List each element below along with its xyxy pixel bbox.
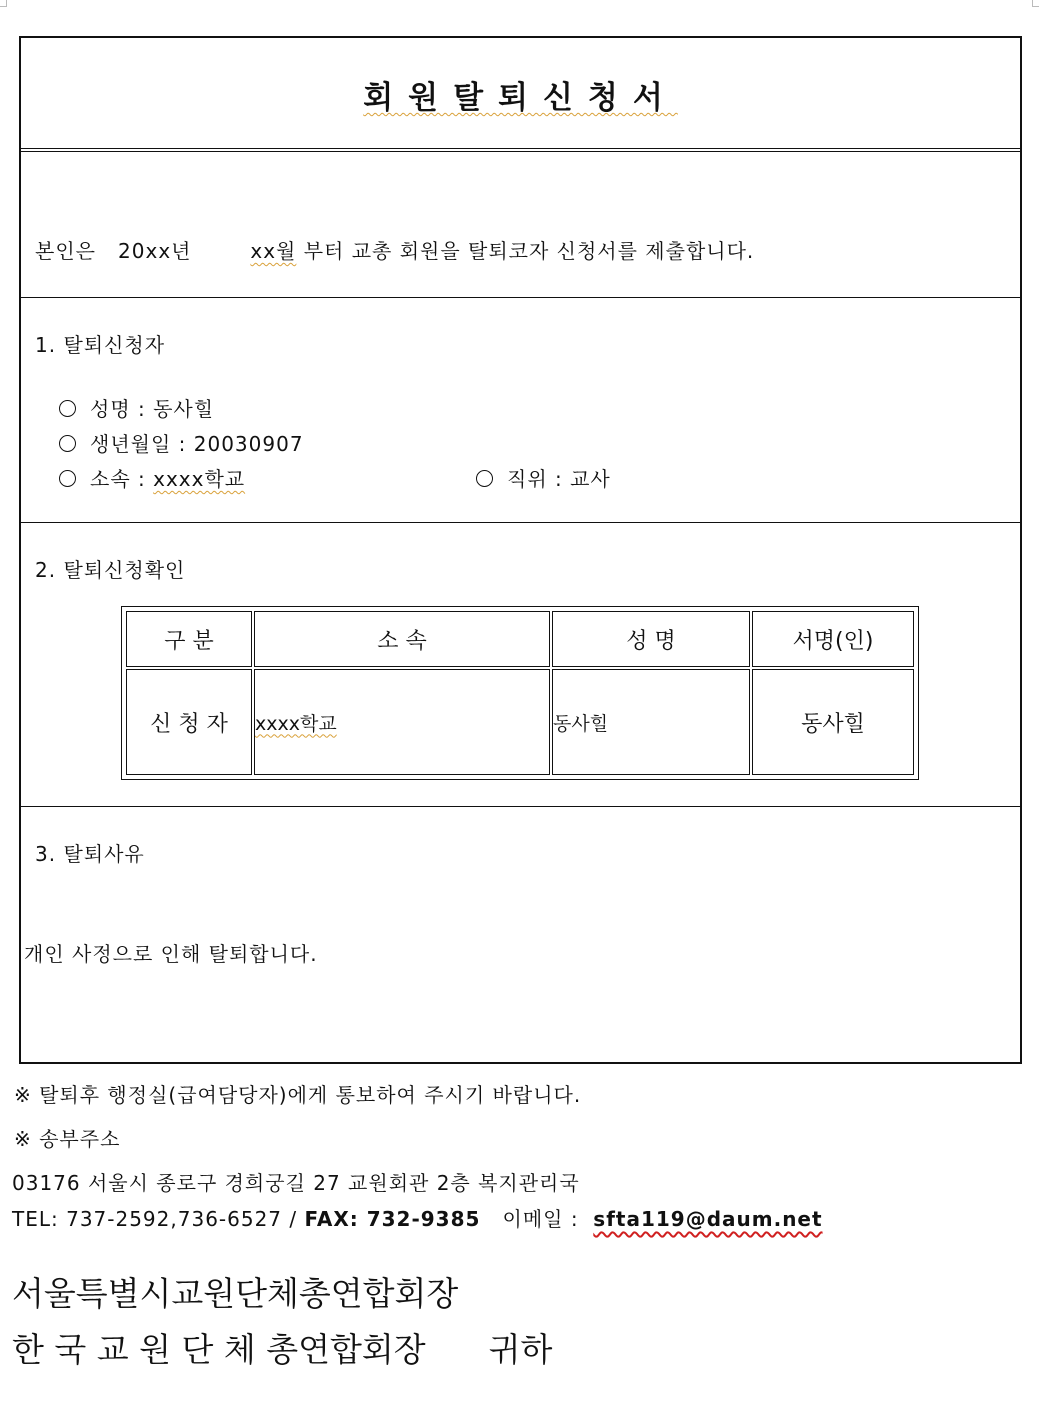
fax-number: FAX: 732-9385 (304, 1207, 481, 1231)
cell-type: 신 청 자 (126, 669, 252, 775)
circle-bullet-icon (476, 470, 493, 487)
circle-bullet-icon (59, 435, 76, 452)
applicant-birthdate: 생년월일 : 20030907 (59, 428, 304, 457)
intro-month: xx월 (250, 239, 297, 263)
honorific: 귀하 (488, 1330, 553, 1369)
cell-name: 동사힐 (552, 669, 750, 775)
form-title: 회원탈퇴신청서 (363, 80, 678, 116)
mailing-address: 03176 서울시 종로구 경희궁길 27 교원회관 2층 복지관리국 (12, 1171, 580, 1195)
cell-signature: 동사힐 (752, 669, 914, 775)
intro-rest: 부터 교총 회원을 탈퇴코자 신청서를 제출합니다. (303, 239, 755, 263)
email-label: 이메일 : (502, 1207, 579, 1231)
table-header-row (126, 611, 914, 667)
reason-section (21, 807, 1020, 1062)
cell-affiliation: xxxx학교 (254, 669, 550, 775)
circle-bullet-icon (59, 400, 76, 417)
tel-number: TEL: 737-2592,736-6527 / (12, 1207, 298, 1231)
intro-year: 20xx년 (118, 239, 192, 263)
intro-statement (35, 235, 754, 264)
col-header-type: 구 분 (126, 611, 252, 667)
reason-heading: 3. 탈퇴사유 (35, 842, 145, 866)
page-corner-mark (0, 0, 7, 7)
applicant-position-value: 교사 (570, 467, 611, 491)
intro-prefix: 본인은 (35, 239, 96, 263)
applicant-name-value: 동사힐 (153, 397, 215, 421)
confirmation-section (21, 523, 1020, 807)
address-heading: ※ 송부주소 (14, 1127, 121, 1151)
notice-text: ※ 탈퇴후 행정실(급여담당자)에게 통보하여 주시기 바랍니다. (14, 1083, 582, 1107)
confirm-heading: 2. 탈퇴신청확인 (35, 558, 186, 582)
col-header-affiliation: 소 속 (254, 611, 550, 667)
email-address: sfta119@daum.net (593, 1207, 823, 1231)
col-header-name: 성 명 (552, 611, 750, 667)
applicant-name: 성명 : 동사힐 (59, 393, 214, 422)
applicant-heading: 1. 탈퇴신청자 (35, 333, 166, 357)
applicant-affiliation: 소속 : xxxx학교 (59, 463, 245, 492)
table-row (126, 669, 914, 775)
contact-line (12, 1203, 823, 1232)
applicant-birthdate-value: 20030907 (193, 432, 304, 456)
col-header-signature: 서명(인) (752, 611, 914, 667)
confirmation-table (121, 606, 919, 780)
recipient-line-1: 서울특별시교원단체총연합회장 (12, 1274, 459, 1313)
reason-text: 개인 사정으로 인해 탈퇴합니다. (24, 942, 318, 966)
applicant-position: 직위 : 교사 (476, 463, 611, 492)
circle-bullet-icon (59, 470, 76, 487)
applicant-section (21, 298, 1020, 523)
title-row (21, 38, 1020, 152)
applicant-affiliation-value: xxxx학교 (153, 467, 246, 491)
recipient-line-2: 한 국 교 원 단 체 총연합회장 귀하 (12, 1330, 553, 1369)
intro-section (21, 154, 1020, 298)
withdrawal-form (19, 36, 1022, 1064)
page-corner-mark (1032, 0, 1039, 7)
